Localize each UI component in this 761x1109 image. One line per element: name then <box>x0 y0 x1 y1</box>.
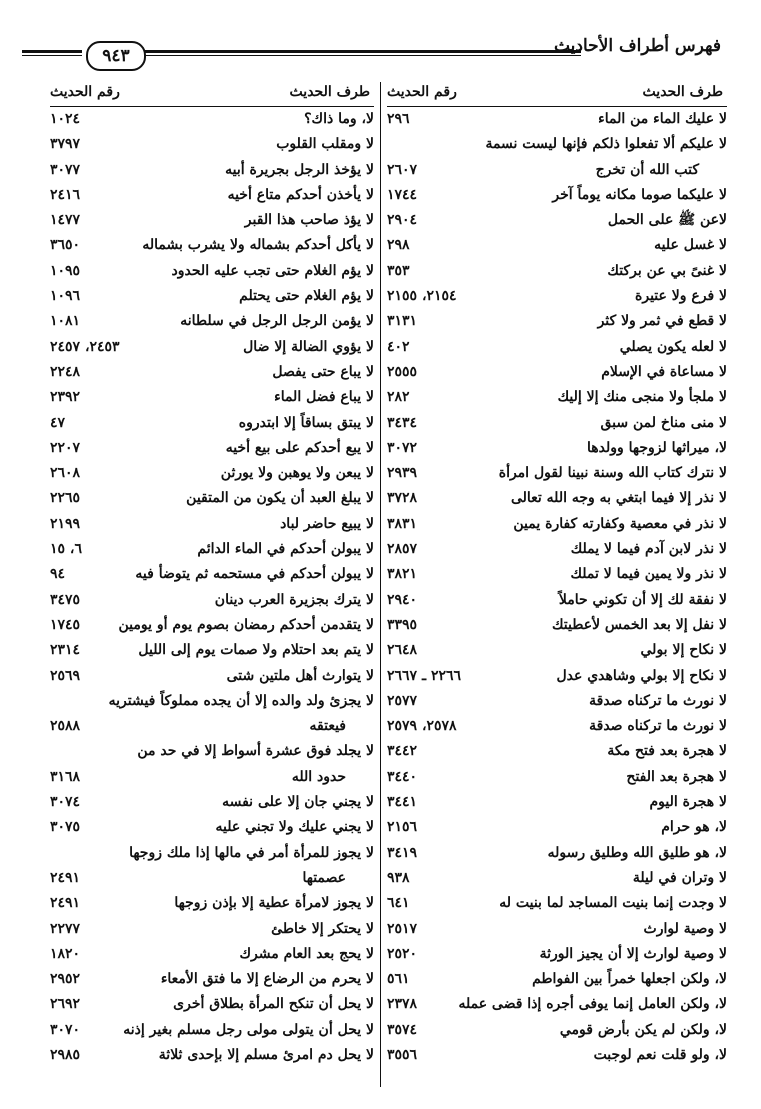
hadith-number: ٢٩٨٥ <box>50 1046 81 1063</box>
hadith-part: لا، ولكن العامل إنما يوفى أجره إذا قضى عمله <box>458 996 727 1013</box>
hadith-number: ٣٤٤٠ <box>387 768 418 785</box>
index-row <box>387 284 727 309</box>
hadith-number: ٣٦٥٠ <box>50 237 81 254</box>
index-row <box>50 613 374 638</box>
index-row <box>50 562 374 587</box>
index-row <box>50 1018 374 1043</box>
index-row <box>387 664 727 689</box>
hadith-number: ٢٩٤٠ <box>387 591 418 608</box>
index-row <box>50 815 374 840</box>
index-row <box>50 436 374 461</box>
header-rule-left <box>22 50 82 56</box>
right-column <box>387 80 727 1090</box>
index-row <box>387 917 727 942</box>
hadith-part: لا يبولن أحدكم في مستحمه ثم يتوضأ فيه <box>135 566 374 583</box>
index-row <box>50 512 374 537</box>
index-row <box>50 309 374 334</box>
index-row <box>387 765 727 790</box>
hadith-number: ٢٣٩٢ <box>50 389 81 406</box>
hadith-part: لا لعله يكون يصلي <box>619 338 727 355</box>
hadith-part: لا يجني عليك ولا تجني عليه <box>215 819 374 836</box>
header-rule <box>145 50 581 56</box>
hadith-part: لا نورث ما تركناه صدقة <box>589 718 727 735</box>
index-row <box>50 638 374 663</box>
hadith-number: ٢١٥٤، ٢١٥٥ <box>387 288 457 305</box>
hadith-number: ٢٩٦ <box>387 111 410 127</box>
hadith-number: ٢٨٥٧ <box>387 541 418 558</box>
hadith-part: لا يجوز لامرأة عطية إلا بإذن زوجها <box>174 895 374 912</box>
hadith-part: لا يترك بجزيرة العرب دينان <box>214 591 374 608</box>
hadith-part: لا مساعاة في الإسلام <box>601 363 727 380</box>
hadith-number: ٢٢٦٦ ـ ٢٦٦٧ <box>387 667 462 684</box>
index-row <box>387 714 727 739</box>
hadith-number: ٢٣١٤ <box>50 642 81 659</box>
hadith-number: ٢٩٠٤ <box>387 212 418 229</box>
hadith-number: ٦٤١ <box>387 895 410 912</box>
hadith-number: ٢١٥٦ <box>387 819 418 836</box>
index-row <box>50 385 374 410</box>
index-row <box>387 259 727 284</box>
index-row <box>387 385 727 410</box>
index-row <box>50 486 374 511</box>
hadith-part: لا نورث ما تركناه صدقة <box>589 692 727 709</box>
hadith-part: لا يتقدمن أحدكم رمضان بصوم يوم أو يومين <box>118 616 374 633</box>
column-divider <box>380 82 381 1087</box>
index-row <box>50 967 374 992</box>
hadith-number: ١٠٨١ <box>50 313 81 330</box>
hadith-number: ٣٥٣ <box>387 262 410 279</box>
index-row <box>50 992 374 1017</box>
hadith-part: لا فرع ولا عتيرة <box>635 288 727 305</box>
index-row <box>50 1043 374 1068</box>
hadith-part: لا يؤم الغلام حتى يحتلم <box>239 288 374 305</box>
hadith-part: لا يتم بعد احتلام ولا صمات يوم إلى الليل <box>138 642 374 659</box>
hadith-part: لا يؤوي الضالة إلا ضال <box>243 338 374 355</box>
header-hadith-number: رقم الحديث <box>50 84 120 100</box>
hadith-part: لاعن ﷺ على الحمل <box>607 212 727 229</box>
index-row <box>50 132 374 157</box>
hadith-number: ٢٨٢ <box>387 389 410 406</box>
hadith-part: لا ملجأ ولا منجى منك إلا إليك <box>557 389 727 406</box>
hadith-part: لا، هو حرام <box>661 819 727 836</box>
index-row <box>387 841 727 866</box>
hadith-part: لا نكاح إلا بولي <box>640 642 727 659</box>
index-row <box>387 689 727 714</box>
header-hadith-part: طرف الحديث <box>289 84 370 100</box>
hadith-part: لا يبلغ العبد أن يكون من المتقين <box>186 490 374 507</box>
hadith-part: لا نذر ولا يمين فيما لا تملك <box>570 566 727 583</box>
hadith-part: لا يأكل أحدكم بشماله ولا يشرب بشماله <box>142 237 374 254</box>
hadith-number: ٣٥٧٤ <box>387 1021 418 1038</box>
hadith-number: ٢٤٩١ <box>50 895 81 912</box>
hadith-number: ٢٥٥٥ <box>387 363 418 380</box>
index-row <box>50 891 374 916</box>
hadith-part: لا هجرة بعد فتح مكة <box>607 743 727 760</box>
hadith-part: لا نذر إلا فيما ابتغي به وجه الله تعالى <box>510 490 727 507</box>
hadith-number: ٢٤٥٣، ٢٤٥٧ <box>50 338 120 355</box>
index-row <box>50 158 374 183</box>
hadith-part: لا نكاح إلا بولي وشاهدي عدل <box>556 667 727 684</box>
hadith-number: ٩٤ <box>50 566 66 583</box>
index-row <box>50 360 374 385</box>
index-row <box>387 486 727 511</box>
index-row <box>387 183 727 208</box>
index-row <box>387 942 727 967</box>
hadith-part: لا يجوز للمرأة أمر في مالها إذا ملك زوجها <box>129 844 374 861</box>
hadith-number: ٣٠٧٤ <box>50 794 81 811</box>
hadith-number: ٣٠٧٠ <box>50 1021 81 1038</box>
hadith-number: ١٠٩٦ <box>50 288 81 305</box>
index-row <box>387 790 727 815</box>
hadith-number: ٣٠٧٧ <box>50 161 81 178</box>
hadith-part: لا يؤمن الرجل الرجل في سلطانه <box>180 313 374 330</box>
index-row <box>387 815 727 840</box>
index-row <box>387 967 727 992</box>
hadith-part: لا وصية لوارث <box>643 920 727 937</box>
hadith-number: ١٠٩٥ <box>50 262 81 279</box>
hadith-part: لا عليكم ألا تفعلوا ذلكم فإنها ليست نسمة <box>485 136 727 153</box>
hadith-part: لا يبع أحدكم على بيع أخيه <box>225 439 374 456</box>
index-row <box>50 765 374 790</box>
hadith-number: ١٨٢٠ <box>50 945 81 962</box>
hadith-part: لا عليك الماء من الماء <box>598 111 727 127</box>
hadith-number: ٢٥١٧ <box>387 920 418 937</box>
header-hadith-part: طرف الحديث <box>642 84 723 100</box>
page-number: ٩٤٣ <box>86 41 146 71</box>
hadith-part: لا يبيع حاضر لباد <box>280 515 374 532</box>
index-row <box>50 259 374 284</box>
hadith-part: لا يبعن ولا يوهبن ولا يورثن <box>220 465 374 482</box>
index-row <box>387 208 727 233</box>
hadith-number: ١٤٧٧ <box>50 212 81 229</box>
hadith-part: لا يحل أن تنكح المرأة بطلاق أخرى <box>173 996 374 1013</box>
hadith-part: لا هجرة بعد الفتح <box>626 768 727 785</box>
index-row <box>387 512 727 537</box>
hadith-number: ٢٤٩١ <box>50 869 81 886</box>
index-row <box>387 132 727 157</box>
hadith-part: لا يؤذ صاحب هذا القبر <box>244 212 374 229</box>
hadith-part: لا يباع فضل الماء <box>274 389 374 406</box>
hadith-number: ٢٦٠٧ <box>387 161 418 178</box>
hadith-number: ٢٩٣٩ <box>387 465 418 482</box>
index-row <box>50 689 374 714</box>
hadith-number: ١٧٤٤ <box>387 186 418 203</box>
hadith-part: لا وجدت إنما بنيت المساجد لما بنيت له <box>499 895 727 912</box>
hadith-number: ٣٤٤١ <box>387 794 418 811</box>
right-column-header <box>387 80 727 107</box>
hadith-number: ٢٥٨٨ <box>50 718 81 735</box>
hadith-number: ٢٢٧٧ <box>50 920 81 937</box>
hadith-number: ٥٦١ <box>387 971 410 988</box>
index-row <box>50 208 374 233</box>
hadith-part: لا يجزئ ولد والده إلا أن يجده مملوكاً فيشتريه <box>108 692 374 709</box>
hadith-part: لا يؤخذ الرجل بجريرة أبيه <box>225 161 374 178</box>
left-column <box>50 80 374 1090</box>
hadith-part: لا يحتكر إلا خاطئ <box>271 920 374 937</box>
hadith-part: لا يحل دم امرئ مسلم إلا بإحدى ثلاثة <box>158 1046 374 1063</box>
hadith-part: لا ومقلب القلوب <box>276 136 374 153</box>
index-row <box>387 411 727 436</box>
hadith-number: ١٧٤٥ <box>50 616 81 633</box>
index-row <box>387 158 727 183</box>
index-row <box>387 866 727 891</box>
hadith-number: ٢٣٧٨ <box>387 996 418 1013</box>
hadith-number: ٣٤٣٤ <box>387 414 418 431</box>
hadith-number: ٢١٩٩ <box>50 515 81 532</box>
hadith-part: لا يبولن أحدكم في الماء الدائم <box>197 541 374 558</box>
hadith-part: لا وصية لوارث إلا أن يجيز الورثة <box>539 945 727 962</box>
left-rows <box>50 107 374 1068</box>
hadith-number: ٣٨٢١ <box>387 566 418 583</box>
index-row <box>50 714 374 739</box>
hadith-number: ٩٣٨ <box>387 869 410 886</box>
hadith-part: لا يجلد فوق عشرة أسواط إلا في حد من <box>137 743 374 760</box>
hadith-number: ٢٢٦٥ <box>50 490 81 507</box>
hadith-part: لا يحرم من الرضاع إلا ما فتق الأمعاء <box>160 971 374 988</box>
hadith-part: لا نترك كتاب الله وسنة نبينا لقول امرأة <box>498 465 727 482</box>
hadith-number: ٣٥٥٦ <box>387 1046 418 1063</box>
hadith-part: لا، هو طليق الله وطليق رسوله <box>547 844 727 861</box>
hadith-part: لا، وما ذاك؟ <box>304 111 374 127</box>
index-row <box>387 588 727 613</box>
hadith-part: لا يتوارث أهل ملتين شتى <box>226 667 374 684</box>
hadith-part: فيعتقه <box>309 718 346 735</box>
hadith-number: ٢٩٨ <box>387 237 410 254</box>
hadith-number: ٣٤١٩ <box>387 844 418 861</box>
hadith-number: ٣٣٩٥ <box>387 616 418 633</box>
index-row <box>387 233 727 258</box>
index-row <box>50 866 374 891</box>
index-row <box>50 537 374 562</box>
left-column-header <box>50 80 374 107</box>
index-row <box>50 107 374 132</box>
hadith-number: ٢٩٥٢ <box>50 971 81 988</box>
hadith-number: ٣٨٣١ <box>387 515 418 532</box>
index-row <box>387 537 727 562</box>
hadith-number: ٢٤١٦ <box>50 186 81 203</box>
index-row <box>387 562 727 587</box>
header-hadith-number: رقم الحديث <box>387 84 457 100</box>
hadith-number: ٢٦٩٢ <box>50 996 81 1013</box>
index-row <box>50 233 374 258</box>
hadith-number: ٣٧٢٨ <box>387 490 418 507</box>
hadith-part: لا غنىً بي عن بركتك <box>607 262 727 279</box>
hadith-part: لا قطع في ثمر ولا كثر <box>597 313 727 330</box>
hadith-number: ٢٥٢٠ <box>387 945 418 962</box>
hadith-number: ٣٤٧٥ <box>50 591 81 608</box>
hadith-part: لا، ولو قلت نعم لوجبت <box>593 1046 727 1063</box>
hadith-part: لا يأخذن أحدكم متاع أخيه <box>227 186 374 203</box>
index-row <box>387 613 727 638</box>
hadith-part: لا يؤم الغلام حتى تجب عليه الحدود <box>171 262 374 279</box>
hadith-part: لا نفل إلا بعد الخمس لأعطيتك <box>551 616 727 633</box>
index-row <box>387 1018 727 1043</box>
index-row <box>50 841 374 866</box>
index-row <box>387 360 727 385</box>
index-row <box>387 461 727 486</box>
hadith-part: لا نذر في معصية وكفارته كفارة يمين <box>513 515 727 532</box>
hadith-part: لا منى مناخ لمن سبق <box>600 414 727 431</box>
hadith-part: لا، ميراثها لزوجها وولدها <box>587 439 727 456</box>
index-row <box>50 739 374 764</box>
hadith-number: ٢٢٠٧ <box>50 439 81 456</box>
hadith-part: لا، ولكن اجعلها خمراً بين الفواطم <box>532 971 727 988</box>
index-row <box>50 284 374 309</box>
index-row <box>50 917 374 942</box>
hadith-number: ٢٥٧٨، ٢٥٧٩ <box>387 718 457 735</box>
hadith-number: ١٠٢٤ <box>50 111 81 127</box>
hadith-number: ٣٠٧٢ <box>387 439 418 456</box>
hadith-part: لا غسل عليه <box>654 237 727 254</box>
index-row <box>50 183 374 208</box>
index-row <box>50 411 374 436</box>
hadith-part: حدود الله <box>291 768 346 785</box>
hadith-part: لا، ولكن لم يكن بأرض قومي <box>559 1021 727 1038</box>
hadith-number: ٢٢٤٨ <box>50 363 81 380</box>
index-row <box>50 664 374 689</box>
hadith-number: ٦، ١٥ <box>50 541 82 558</box>
hadith-part: لا نفقة لك إلا أن تكوني حاملاً <box>558 591 727 608</box>
hadith-number: ٣٤٤٢ <box>387 743 418 760</box>
hadith-part: لا يحج بعد العام مشرك <box>239 945 374 962</box>
index-row <box>387 1043 727 1068</box>
hadith-number: ٣١٣١ <box>387 313 418 330</box>
hadith-part: لا يبتق بساقاً إلا ابتدروه <box>238 414 374 431</box>
hadith-number: ٢٥٧٧ <box>387 692 418 709</box>
index-row <box>50 335 374 360</box>
index-row <box>387 992 727 1017</box>
hadith-part: لا نذر لابن آدم فيما لا يملك <box>570 541 727 558</box>
index-row <box>387 638 727 663</box>
hadith-number: ٢٦٤٨ <box>387 642 418 659</box>
hadith-number: ٤٠٢ <box>387 338 410 355</box>
hadith-part: لا يحل أن يتولى مولى رجل مسلم بغير إذنه <box>123 1021 374 1038</box>
hadith-number: ٣٠٧٥ <box>50 819 81 836</box>
hadith-part: لا هجرة اليوم <box>649 794 727 811</box>
index-row <box>50 588 374 613</box>
hadith-part: عصمتها <box>302 869 346 886</box>
hadith-number: ٤٧ <box>50 414 66 431</box>
index-row <box>387 739 727 764</box>
hadith-number: ٣٧٩٧ <box>50 136 81 153</box>
index-row <box>387 107 727 132</box>
hadith-part: لا يجني جان إلا على نفسه <box>222 794 374 811</box>
hadith-number: ٢٦٠٨ <box>50 465 81 482</box>
hadith-part: لا عليكما صوما مكانه يوماً آخر <box>552 186 727 203</box>
index-row <box>50 461 374 486</box>
running-title: فهرس أطراف الأحاديث <box>553 36 721 56</box>
hadith-part: لا وتران في ليلة <box>632 869 727 886</box>
index-row <box>387 891 727 916</box>
hadith-number: ٢٥٦٩ <box>50 667 81 684</box>
right-rows <box>387 107 727 1068</box>
index-row <box>387 436 727 461</box>
index-row <box>50 790 374 815</box>
index-row <box>50 942 374 967</box>
index-row <box>387 335 727 360</box>
hadith-part: لا يباع حتى يفصل <box>272 363 374 380</box>
hadith-number: ٣١٦٨ <box>50 768 81 785</box>
hadith-part: كتب الله أن تخرج <box>595 161 699 178</box>
index-row <box>387 309 727 334</box>
